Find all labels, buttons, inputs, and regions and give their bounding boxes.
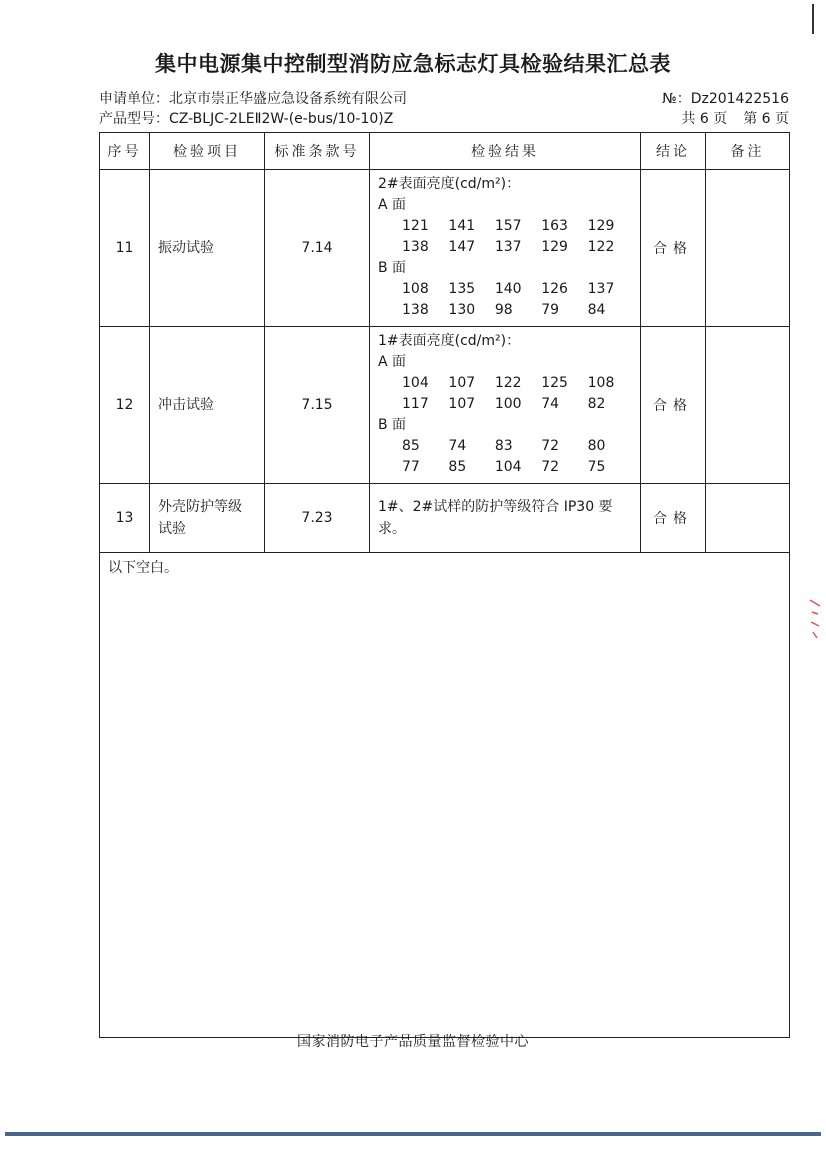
value: 107 [448,375,476,391]
value: 141 [448,218,476,234]
value: 130 [448,302,476,318]
model-value: CZ-BLJC-2LEⅡ2W-(e-bus/10-10)Z [169,111,394,127]
value-row [378,436,634,457]
blank-row [100,553,790,1038]
result-line1: 1#、2#试样的防护等级符合 IP30 要 [378,499,613,515]
clause-number: 7.14 [265,170,370,327]
test-item-line1: 外壳防护等级 [158,499,242,515]
test-result [370,327,641,484]
value: 122 [587,239,615,255]
col-header-no: 序号 [100,133,150,170]
blank-note: 以下空白。 [100,553,790,1038]
value: 85 [402,438,420,454]
conclusion: 合格 [641,170,706,327]
value-row [378,373,634,394]
value: 138 [402,239,429,255]
value: 140 [494,281,522,297]
value: 74 [541,396,560,412]
applicant-line [99,88,789,108]
applicant-info [99,88,407,108]
table-header-row [100,133,790,170]
value: 77 [402,459,420,475]
value: 83 [494,438,513,454]
current-page: 第 6 页 [743,111,789,127]
value-row [378,457,634,478]
value: 147 [448,239,476,255]
value: 104 [494,459,522,475]
value: 72 [541,459,560,475]
model-line [99,108,789,128]
face-a-label: A 面 [378,354,407,370]
value: 74 [448,438,467,454]
col-header-result: 检验结果 [370,133,641,170]
model-info [99,108,393,128]
test-item-line2: 试验 [158,521,186,537]
table-row [100,327,790,484]
value-row [378,394,634,415]
clause-number: 7.15 [265,327,370,484]
value: 104 [402,375,429,391]
row-number: 13 [100,484,150,553]
stamp-fragment-icon [808,598,822,644]
model-label: 产品型号： [99,111,169,127]
remark [706,327,790,484]
value: 135 [448,281,476,297]
value: 126 [541,281,568,297]
value: 129 [587,218,615,234]
test-item: 冲击试验 [150,327,265,484]
test-result [370,484,641,553]
row-number: 12 [100,327,150,484]
value: 137 [494,239,522,255]
conclusion: 合格 [641,327,706,484]
face-b-label: B 面 [378,417,407,433]
page-title: 集中电源集中控制型消防应急标志灯具检验结果汇总表 [155,52,671,76]
value: 100 [494,396,522,412]
results-table [99,132,790,1038]
value: 108 [402,281,429,297]
value-row [378,300,634,321]
col-header-conclusion: 结论 [641,133,706,170]
table-row [100,484,790,553]
conclusion: 合格 [641,484,706,553]
value: 129 [541,239,568,255]
col-header-remark: 备注 [706,133,790,170]
col-header-clause: 标准条款号 [265,133,370,170]
value: 98 [494,302,513,318]
test-result [370,170,641,327]
clause-number: 7.23 [265,484,370,553]
value-row [378,279,634,300]
value: 163 [541,218,568,234]
table-row [100,170,790,327]
value: 107 [448,396,476,412]
applicant-name: 北京市崇正华盛应急设备系统有限公司 [169,91,407,107]
face-a-label: A 面 [378,197,407,213]
face-b-label: B 面 [378,260,407,276]
value: 108 [587,375,615,391]
remark [706,170,790,327]
value: 82 [587,396,606,412]
value: 122 [494,375,522,391]
value: 79 [541,302,560,318]
value: 85 [448,459,467,475]
edge-mark [812,4,814,34]
value-row [378,237,634,258]
page-counter [681,108,789,128]
value: 121 [402,218,429,234]
result-line2: 求。 [378,521,406,537]
row-number: 11 [100,170,150,327]
value: 80 [587,438,606,454]
value: 157 [494,218,522,234]
value: 125 [541,375,568,391]
result-title: 2#表面亮度(cd/m²)： [378,176,521,192]
value: 117 [402,396,429,412]
stamp-edge-mark [808,598,822,644]
value: 72 [541,438,560,454]
test-item: 振动试验 [150,170,265,327]
report-number: №：Dz201422516 [662,91,789,107]
value: 84 [587,302,606,318]
value: 138 [402,302,429,318]
result-title: 1#表面亮度(cd/m²)： [378,333,521,349]
test-item [150,484,265,553]
col-header-item: 检验项目 [150,133,265,170]
value-row [378,216,634,237]
remark [706,484,790,553]
footer-organization: 国家消防电子产品质量监督检验中心 [297,1034,529,1050]
applicant-label: 申请单位： [99,91,169,107]
value: 137 [587,281,615,297]
total-pages: 共 6 页 [681,111,728,127]
bottom-scan-bar [5,1132,821,1136]
value: 75 [587,459,606,475]
